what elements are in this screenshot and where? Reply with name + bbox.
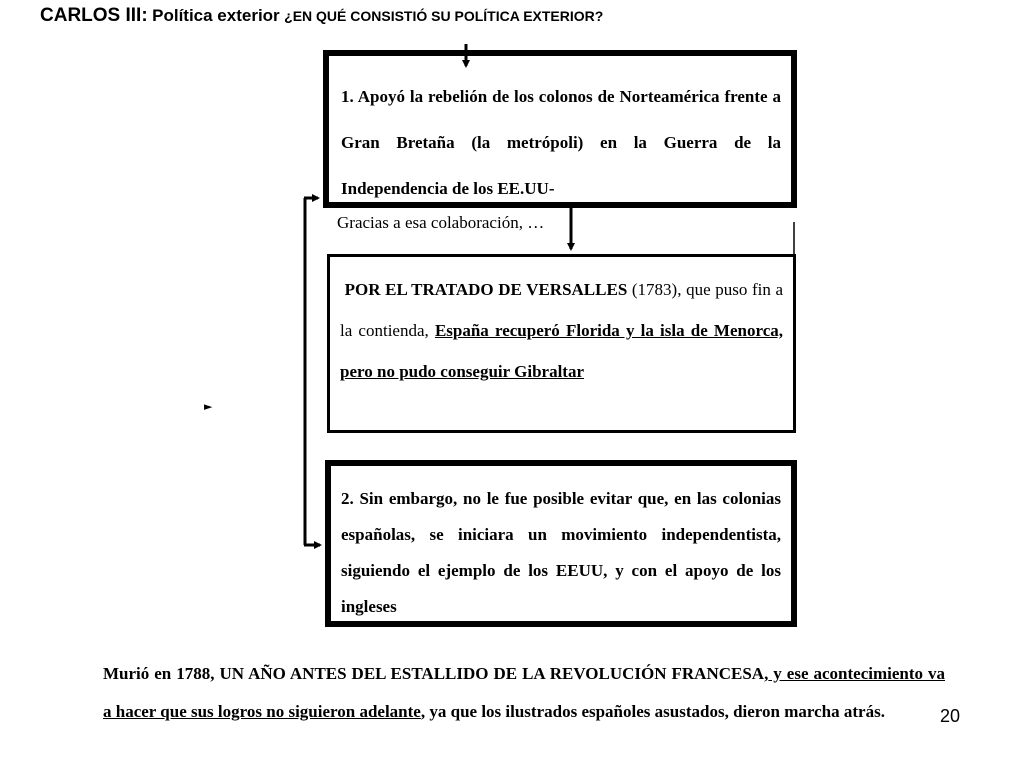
title-question: ¿EN QUÉ CONSISTIÓ SU POLÍTICA EXTERIOR? — [284, 8, 604, 24]
box1-text: 1. Apoyó la rebelión de los colonos de Norteamérica frente a Gran Bretaña (la metrópoli) en la Guerra de la Independencia de los EE.UU- — [341, 87, 781, 198]
box-treaty-versailles — [327, 254, 796, 433]
box-independence-movement — [325, 460, 797, 627]
title-topic: Política exterior — [152, 6, 280, 25]
bullet-marker: ► — [204, 400, 213, 413]
title-king: CARLOS III: — [40, 5, 148, 26]
conclusion-part2: y ese acontecimiento va a hacer que sus logros no siguieron adelante — [103, 664, 945, 721]
treaty-title: POR EL TRATADO DE VERSALLES — [344, 280, 628, 299]
conclusion-part1: Murió en 1788, UN AÑO ANTES DEL ESTALLIDO DE LA REVOLUCIÓN FRANCESA, — [103, 664, 769, 683]
collaboration-note: Gracias a esa colaboración, … — [337, 213, 545, 232]
treaty-text: (1783), que puso fin a la contienda, — [340, 280, 783, 340]
box3-text: 2. Sin embargo, no le fue posible evitar que, en las colonias españolas, se iniciara un movimiento independentista, siguiendo el ejemplo de los EEUU, y con el apoyo de los ingleses — [341, 489, 781, 616]
box-support-rebellion — [323, 50, 797, 208]
page-number: 20 — [940, 706, 961, 726]
conclusion-part3: , ya que los ilustrados españoles asustados, dieron marcha atrás. — [420, 702, 885, 721]
treaty-outcome: España recuperó Florida y la isla de Menorca, pero no pudo conseguir Gibraltar — [340, 321, 783, 381]
conclusion-paragraph — [103, 655, 945, 731]
